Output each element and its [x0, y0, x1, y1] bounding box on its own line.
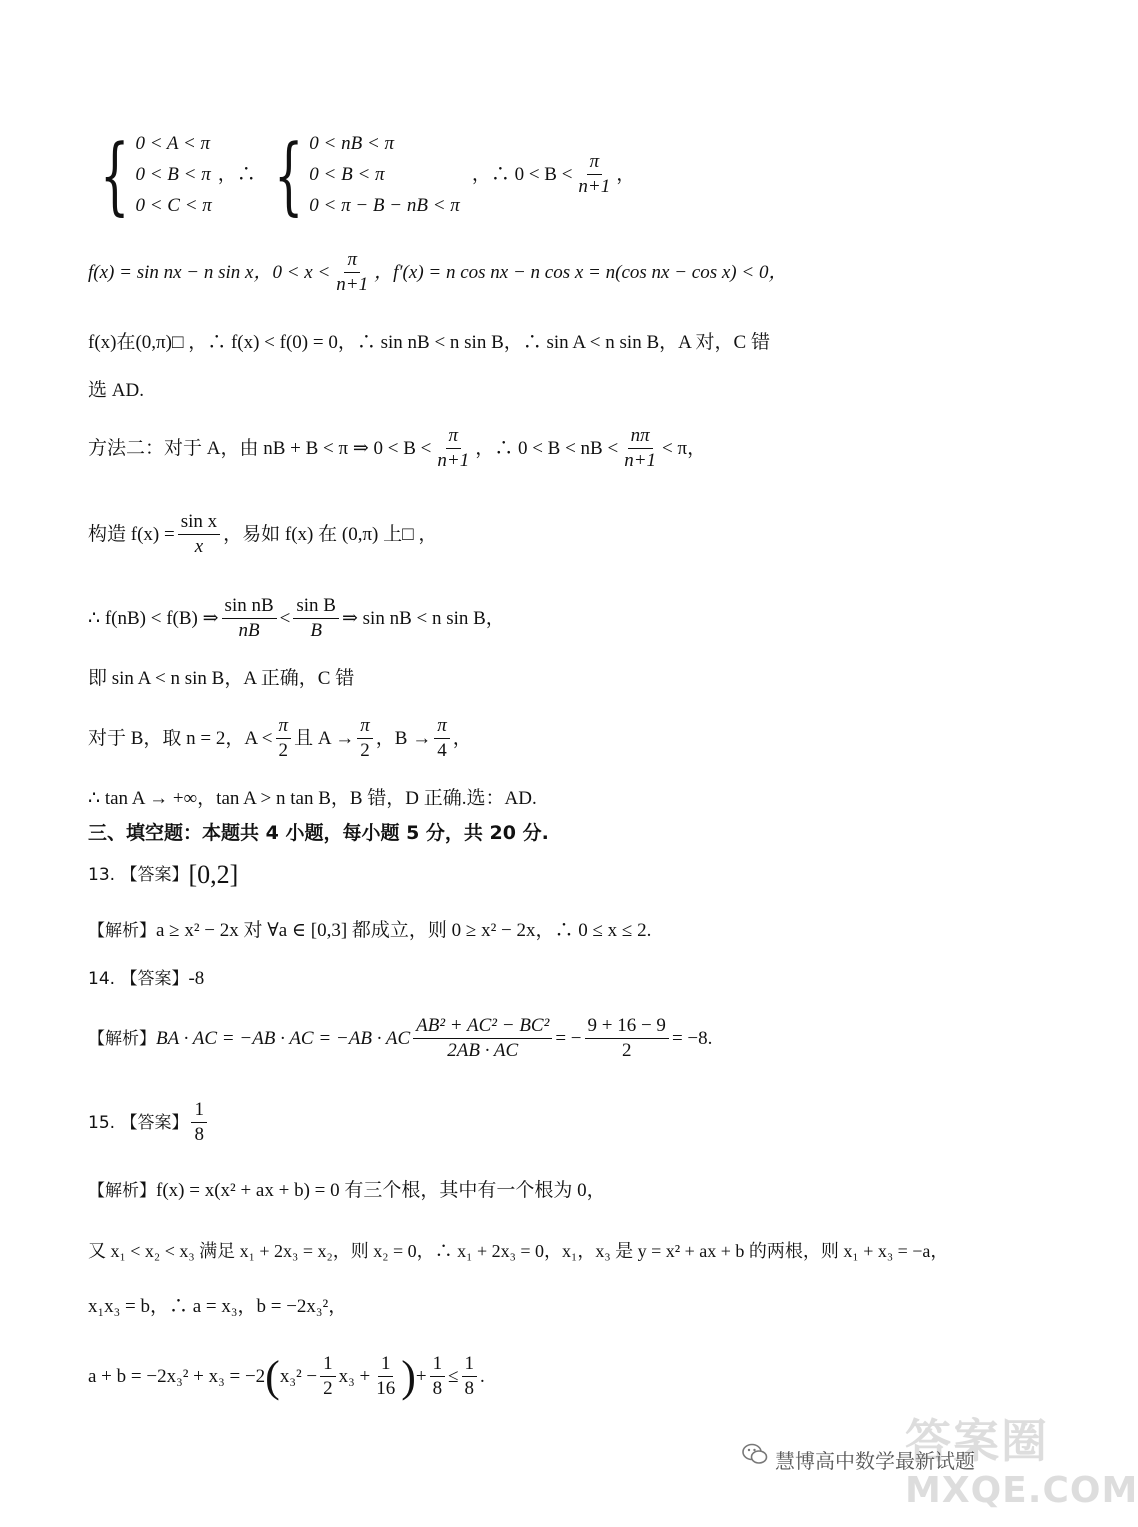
- q15-answer: 15. 【答案】 $\frac{1}{8}$: [88, 1098, 210, 1147]
- q13-solution: 【解析】 a ≥ x² − 2x 对 ∀a ∈ [0,3] 都成立，则 0 ≥ x² − 2x，∴ 0 ≤ x ≤ 2.: [88, 920, 652, 941]
- q13-answer: 13. 【答案】 [0,2]: [88, 860, 239, 889]
- fraction: $\frac{1}{2}$: [320, 1352, 336, 1401]
- watermark-url: MXQE.COM: [905, 1470, 1138, 1511]
- monotonic-line: f(x)在(0,π)□ ，∴ f(x) < f(0) = 0，∴ sin nB < n sin B，∴ sin A < n sin B，A 对，C 错: [88, 332, 770, 353]
- inequality-chain-line: ∴ f(nB) < f(B) ⇒ $\frac{\text{sin nB}}{nB}$ < $\frac{\text{sin B}}{B}$ ⇒ sin nB < n sin B，: [88, 595, 505, 641]
- sys-a-line-1: 0 < A < π: [135, 133, 211, 154]
- a-correct-line: 即 sin A < n sin B，A 正确，C 错: [88, 668, 355, 689]
- fraction: $\frac{1}{16}$: [376, 1353, 396, 1399]
- for-b-line: 对于 B，取 n = 2，A < $\frac{\pi}{2}$ 且 A → $\frac{\pi}{2}$ ，B → $\frac{\pi}{4}$ ，: [88, 715, 472, 761]
- sys-a-line-2: 0 < B < π: [135, 164, 211, 185]
- sys-b-line-3: 0 < π − B − nB < π: [309, 195, 460, 216]
- watermark-account: 慧博高中数学最新试题: [775, 1449, 975, 1473]
- fraction: $\frac{\pi}{2}$: [276, 714, 292, 763]
- q15-solution-3: x₁x₃ = b，∴ a = x₃，b = −2x₃²，: [88, 1296, 348, 1317]
- fraction: $\frac{1}{8}$: [191, 1098, 207, 1147]
- angle-system-b: { 0 < nB < π 0 < B < π 0 < π − B − nB < π: [273, 125, 460, 224]
- sys-b-line-2: 0 < B < π: [309, 164, 385, 185]
- q15-solution-2: 又 x₁ < x₂ < x₃ 满足 x₁ + 2x₃ = x₂，则 x₂ = 0，∴ x₁ + 2x₃ = 0，x₁，x₃ 是 y = x² + ax + b 的两根，则 x₁ + x₃ = −a，: [88, 1241, 949, 1261]
- q14-answer: 14. 【答案】 -8: [88, 968, 205, 989]
- fraction: $\frac{\pi}{2}$: [357, 714, 373, 763]
- construct-line: 构造 f(x) = $\frac{\text{sin x}}{x}$ ，易如 f(x) 在 (0,π) 上□ ，: [88, 511, 438, 557]
- section-three-heading: 三、填空题：本题共 4 小题，每小题 5 分，共 20 分.: [88, 822, 549, 844]
- q14-solution: 【解析】 BA · AC = −AB · AC = −AB · AC $\frac{\text{AB² + AC² − BC²}}{2AB \cdot AC}$ = − $\frac{9 + 16 - 9}{2}$ = −8.: [88, 1015, 713, 1061]
- fraction: $\frac{\pi}{4}$: [434, 714, 450, 763]
- fraction: $\frac{\pi}{n+1}$: [578, 151, 611, 197]
- method-two-line: 方法二：对于 A，由 nB + B < π ⇒ 0 < B < $\frac{\pi}{n+1}$ ，∴ 0 < B < nB < $\frac{n\pi}{n+1}$ < π，: [88, 425, 707, 471]
- q15-solution-4: a + b = −2x₃² + x₃ = −2 ( x₃² − $\frac{1}{2}$ x₃ + $\frac{1}{16}$ ) + $\frac{1}{8}$ ≤ $\frac{1}{8}$ .: [88, 1351, 485, 1401]
- wechat-icon: [742, 1443, 768, 1465]
- fraction: $\frac{\text{sin x}}{x}$: [178, 510, 220, 559]
- fraction: $\frac{\text{sin B}}{B}$: [293, 594, 339, 643]
- sys-conclusion: ，∴ 0 < B <: [471, 163, 573, 185]
- sys-b-line-1: 0 < nB < π: [309, 133, 395, 154]
- fraction: $\frac{1}{8}$: [462, 1352, 478, 1401]
- select-ad-1: 选 AD.: [88, 380, 144, 401]
- fraction: $\frac{\text{sin nB}}{nB}$: [222, 594, 277, 643]
- triangle-angle-systems: { 0 < A < π 0 < B < π 0 < C < π ，∴ { 0 < nB < π 0 < B < π 0 < π − B − nB < π ，∴ 0 < B < $\frac{\pi}{n+1}$ ，: [88, 128, 635, 221]
- angle-system-a: { 0 < A < π 0 < B < π 0 < C < π: [100, 125, 212, 224]
- function-derivative-line: f(x) = sin nx − n sin x，0 < x < $\frac{\pi}{n+1}$ ，f′(x) = n cos nx − n cos x = n(cos nx − cos x) < 0，: [88, 249, 788, 295]
- fraction: $\frac{n\pi}{n+1}$: [624, 425, 657, 471]
- tan-line: ∴ tan A → +∞，tan A > n tan B，B 错，D 正确.选：AD.: [88, 788, 537, 809]
- fraction: $\frac{\pi}{n+1}$: [437, 425, 470, 471]
- fraction: $\frac{\pi}{n+1}$: [336, 249, 369, 295]
- fraction: $\frac{9 + 16 - 9}{2}$: [585, 1014, 669, 1063]
- fraction: $\frac{1}{8}$: [430, 1352, 446, 1401]
- q15-solution-1: 【解析】 f(x) = x(x² + ax + b) = 0 有三个根，其中有一个根为 0，: [88, 1180, 606, 1201]
- sys-a-line-3: 0 < C < π: [135, 195, 212, 216]
- watermark-logo-text: 答案圈: [905, 1414, 1049, 1468]
- fraction: $\frac{\text{AB² + AC² − BC²}}{2AB \cdot AC}$: [413, 1014, 552, 1063]
